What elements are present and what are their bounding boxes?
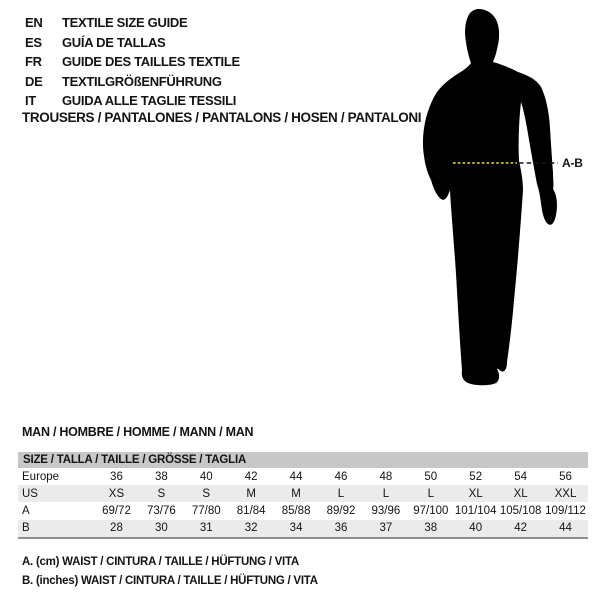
table-cell: 40: [199, 470, 213, 483]
table-cell: XXL: [554, 487, 577, 500]
language-label: GUIDA ALLE TAGLIE TESSILI: [62, 93, 237, 109]
category-title: TROUSERS / PANTALONES / PANTALONS / HOSEN / PANTALONI: [22, 110, 422, 125]
table-cell: 81/84: [236, 504, 266, 517]
table-row-europe: [18, 468, 588, 485]
table-cell: 32: [244, 522, 258, 535]
table-cell: 40: [469, 522, 483, 535]
table-cell: L: [427, 487, 434, 500]
table-cell: 44: [559, 522, 572, 535]
row-label: A: [22, 504, 30, 517]
table-row-us: [18, 485, 588, 502]
table-cell: 38: [154, 470, 168, 483]
size-table-header: SIZE / TALLA / TAILLE / GRÖSSE / TAGLIA: [18, 452, 588, 468]
gender-section-title: MAN / HOMBRE / HOMME / MANN / MAN: [22, 425, 254, 439]
table-cell: 97/100: [413, 504, 449, 517]
table-cell: 85/88: [281, 504, 311, 517]
man-silhouette-shape: [423, 9, 557, 385]
table-cell: 89/92: [326, 504, 356, 517]
table-cell: L: [337, 487, 345, 500]
size-table: [18, 452, 588, 539]
table-cell: 31: [199, 522, 213, 535]
table-cell: M: [246, 487, 256, 500]
table-cell: 48: [379, 470, 393, 483]
table-cell: 77/80: [191, 504, 221, 517]
language-code: ES: [25, 34, 42, 50]
table-cell: S: [202, 487, 211, 500]
row-label: US: [22, 487, 38, 500]
language-code: EN: [25, 15, 43, 31]
table-cell: 44: [289, 470, 303, 483]
table-cell: 34: [289, 522, 303, 535]
table-cell: 36: [110, 470, 123, 483]
table-cell: XL: [468, 487, 483, 500]
row-label: Europe: [22, 470, 60, 483]
table-cell: 36: [334, 522, 348, 535]
table-cell: 50: [424, 470, 438, 483]
table-cell: 30: [154, 522, 168, 535]
table-cell: L: [382, 487, 390, 500]
language-code: DE: [25, 73, 43, 89]
measure-label: A-B: [562, 156, 583, 170]
footnote-b: B. (inches) WAIST / CINTURA / TAILLE / HÜFTUNG / VITA: [22, 574, 318, 587]
table-cell: 52: [469, 470, 483, 483]
table-cell: 38: [424, 522, 438, 535]
language-code: FR: [25, 54, 42, 70]
language-code: IT: [25, 93, 36, 109]
table-cell: 54: [514, 470, 527, 483]
table-row-b-inches: [18, 520, 588, 537]
table-cell: 28: [110, 522, 123, 535]
table-cell: 46: [334, 470, 348, 483]
table-cell: 56: [559, 470, 572, 483]
table-cell: 73/76: [146, 504, 176, 517]
row-label: B: [22, 522, 30, 535]
table-cell: 93/96: [371, 504, 401, 517]
footnotes: [22, 553, 318, 590]
table-cell: 42: [244, 470, 258, 483]
table-cell: S: [157, 487, 166, 500]
language-label: GUÍA DE TALLAS: [62, 34, 166, 50]
language-label: TEXTILE SIZE GUIDE: [62, 15, 188, 31]
table-cell: M: [291, 487, 301, 500]
language-label: GUIDE DES TAILLES TEXTILE: [62, 54, 240, 70]
table-cell: 109/112: [545, 504, 586, 517]
table-cell: 101/104: [454, 504, 497, 517]
table-cell: 37: [379, 522, 393, 535]
footnote-a: A. (cm) WAIST / CINTURA / TAILLE / HÜFTUNG / VITA: [22, 556, 299, 568]
table-cell: 105/108: [499, 504, 542, 517]
table-cell: 69/72: [102, 504, 131, 517]
table-cell: 42: [514, 522, 527, 535]
language-label: TEXTILGRÖßENFÜHRUNG: [62, 73, 222, 89]
table-row-a-cm: [18, 502, 588, 519]
table-cell: XS: [108, 487, 125, 500]
table-cell: XL: [513, 487, 528, 500]
